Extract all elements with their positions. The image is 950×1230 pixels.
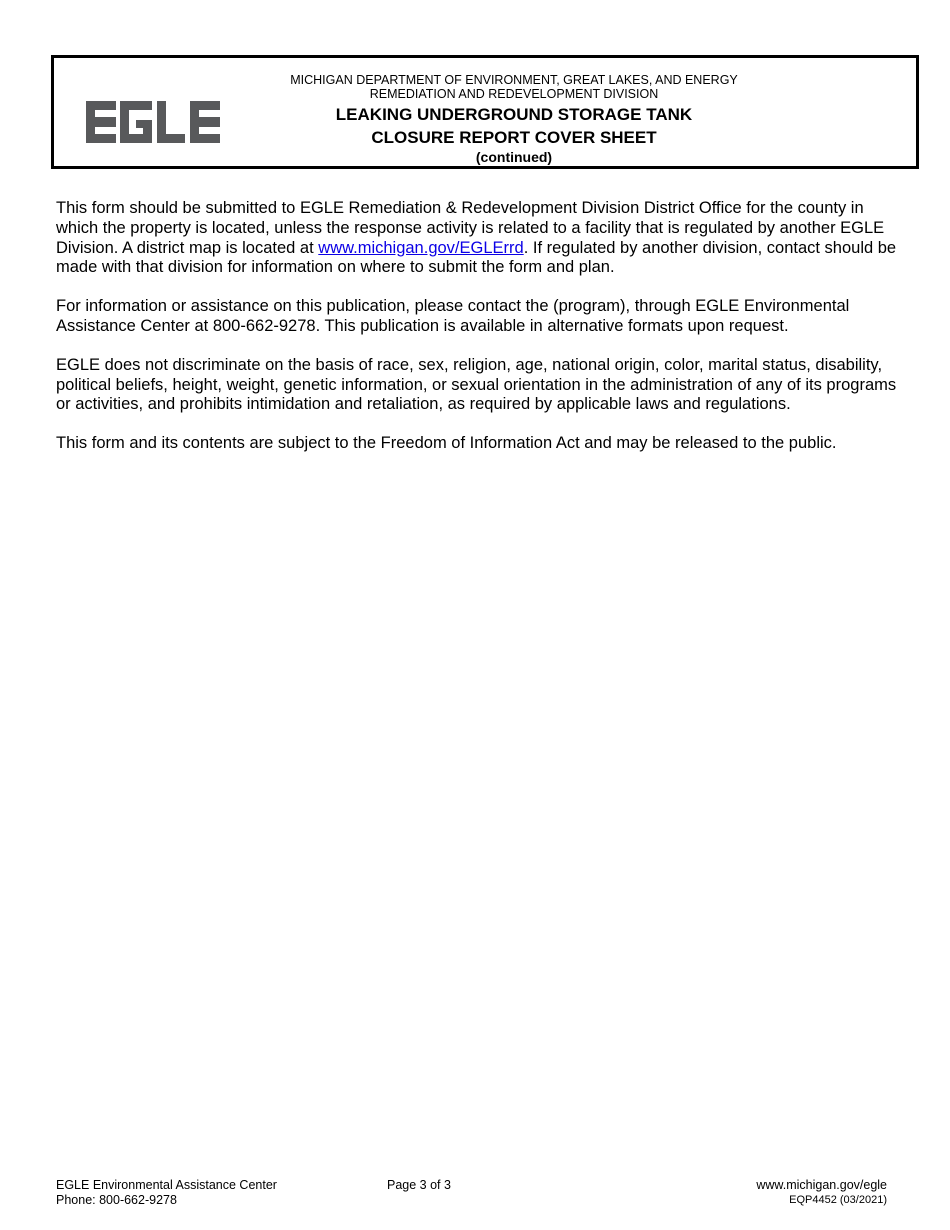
assistance-paragraph: For information or assistance on this publication, please contact the (program), through EGLE Environmental Assistance Center at 800-662-9278. This publication is available in alternative formats upon request. [56,297,850,335]
nondiscrimination-paragraph: EGLE does not discriminate on the basis of race, sex, religion, age, national origin, color, marital status, disability, political beliefs, height, weight, genetic information, or sexual orientation in the administration of any of its programs or activities, and prohibits intimidation and retaliation, as required by applicable laws and regulations. [56,355,897,414]
footer-right [756,1178,887,1208]
footer-page-number: Page 3 of 3 [387,1178,451,1192]
continued-label: (continued) [475,149,553,166]
footer-org: EGLE Environmental Assistance Center [56,1178,277,1192]
form-title-line2: CLOSURE REPORT COVER SHEET [371,128,657,147]
form-title-line1: LEAKING UNDERGROUND STORAGE TANK [335,104,693,124]
form-body [56,199,898,473]
form-header [51,55,919,169]
submission-paragraph: This form should be submitted to EGLE Remediation & Redevelopment Division District Office for the county in which the property is located, unless the response activity is related to a facility that is regulated by another EGLE Division. A district map is located at www.michigan.gov/EGLErrd. If regulated by another division, contact should be made with that division for information on where to submit the form and plan. [56,199,897,277]
egle-logo [86,101,220,143]
foia-paragraph: This form and its contents are subject to the Freedom of Information Act and may be released to the public. [56,434,837,453]
division-name: REMEDIATION AND REDEVELOPMENT DIVISION [369,87,659,102]
footer-phone: Phone: 800-662-9278 [56,1193,177,1207]
footer-form-id: EQP4452 (03/2021) [789,1194,887,1206]
department-name: MICHIGAN DEPARTMENT OF ENVIRONMENT, GREAT LAKES, AND ENERGY [290,73,738,87]
footer-contact [56,1178,277,1208]
footer-website: www.michigan.gov/egle [756,1178,887,1192]
district-map-link[interactable]: www.michigan.gov/EGLErrd [318,238,524,257]
header-text [269,73,759,165]
